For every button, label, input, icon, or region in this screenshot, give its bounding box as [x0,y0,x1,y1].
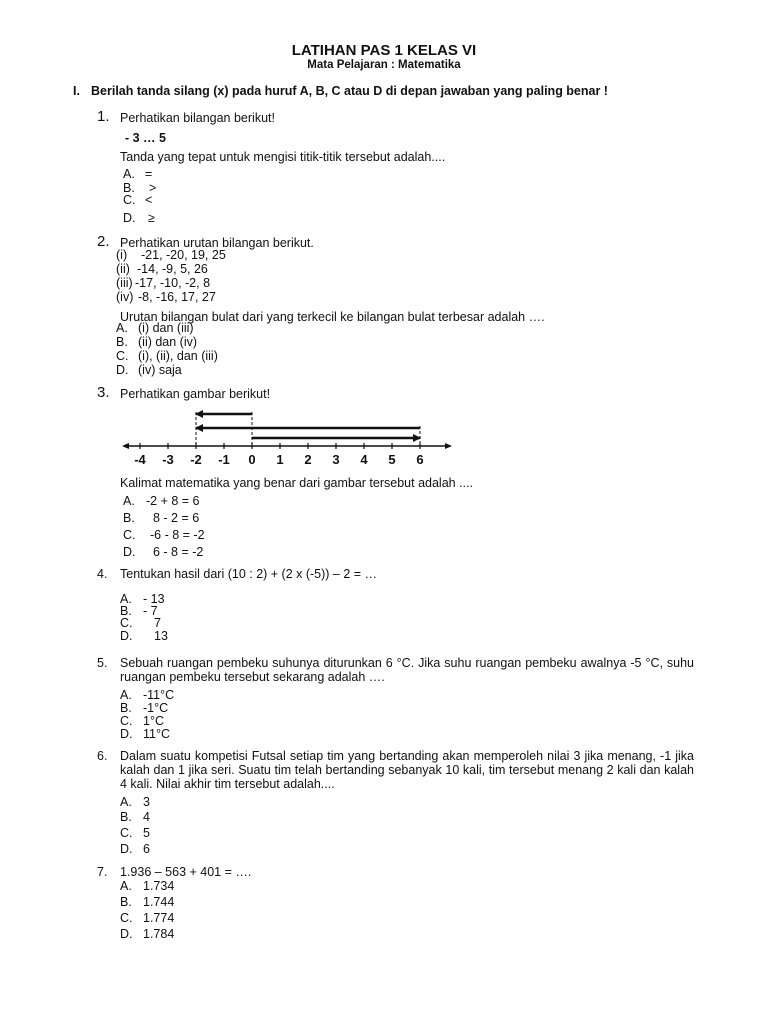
question-number: 7. [97,865,108,879]
question-stem: Sebuah ruangan pembeku suhunya diturunkan 6 °C. Jika suhu ruangan pembeku awalnya -5 °C, suhu ruangan pembeku tersebut sekarang adalah …. [120,656,694,684]
sequence-values: -21, -20, 19, 25 [141,248,226,262]
number-line-tick-label: 5 [388,452,396,467]
question-stem: Tentukan hasil dari (10 : 2) + (2 x (-5)) – 2 = … [120,567,378,581]
option-letter: B. [123,181,135,195]
option-text: > [149,181,157,195]
option-text: 4 [143,810,150,824]
sequence-values: -8, -16, 17, 27 [138,290,216,304]
question-number: 1. [97,108,110,125]
option-text: = [145,167,153,181]
number-line-figure [122,404,452,472]
option-letter: D. [123,211,136,225]
sequence-label: (ii) [116,262,130,276]
question-stem: 1.936 – 563 + 401 = …. [120,865,252,879]
option-text: -6 - 8 = -2 [150,528,205,542]
option-text: 13 [154,629,168,643]
option-letter: C. [120,616,133,630]
axis-left-arrow-icon [122,443,129,449]
option-text: 1°C [143,714,164,728]
option-text: ≥ [148,211,155,225]
question-number: 3. [97,384,110,401]
question-prompt: Perhatikan bilangan berikut! [120,111,275,125]
number-line-tick-label: 2 [304,452,312,467]
option-text: - 13 [143,592,165,606]
option-text: < [145,193,153,207]
option-text: 8 - 2 = 6 [153,511,200,525]
axis-right-arrow-icon [445,443,452,449]
option-letter: B. [116,335,128,349]
number-line-tick-label: -3 [162,452,174,467]
option-text: (ii) dan (iv) [138,335,198,349]
option-text: - 7 [143,604,158,618]
option-letter: D. [120,727,133,741]
sequence-label: (iv) [116,290,134,304]
option-letter: A. [120,795,132,809]
option-letter: A. [123,167,135,181]
option-text: 7 [154,616,161,630]
question-number: 6. [97,749,108,763]
option-text: 1.774 [143,911,175,925]
option-text: 6 - 8 = -2 [153,545,204,559]
option-text: (i) dan (iii) [138,321,194,335]
question-stem: Kalimat matematika yang benar dari gambar tersebut adalah .... [120,476,473,490]
option-letter: C. [116,349,129,363]
option-letter: C. [120,826,133,840]
option-letter: A. [120,879,132,893]
question-prompt: Perhatikan urutan bilangan berikut. [120,236,314,250]
option-letter: D. [120,629,133,643]
option-letter: A. [116,321,128,335]
number-line-tick-label: 4 [360,452,368,467]
number-line-tick-label: -4 [134,452,146,467]
option-text: -1°C [143,701,169,715]
option-letter: A. [120,688,132,702]
section-number: I. [73,84,80,98]
question-number: 2. [97,233,110,250]
number-line-tick-label: 3 [332,452,340,467]
option-text: 11°C [143,727,171,741]
sequence-values: -17, -10, -2, 8 [135,276,211,290]
section-instruction: Berilah tanda silang (x) pada huruf A, B, C atau D di depan jawaban yang paling benar ! [91,84,608,98]
option-text: -11°C [143,688,175,702]
option-letter: B. [120,604,132,618]
option-text: 1.784 [143,927,175,941]
option-letter: B. [120,895,132,909]
option-text: 1.734 [143,879,175,893]
number-line-tick-label: 1 [276,452,284,467]
question-stem: Tanda yang tepat untuk mengisi titik-titik tersebut adalah.... [120,150,446,164]
option-letter: C. [120,714,133,728]
option-text: (iv) saja [138,363,182,377]
number-line-tick-label: -2 [190,452,202,467]
option-letter: C. [120,911,133,925]
sequence-label: (iii) [116,276,133,290]
option-text: -2 + 8 = 6 [146,494,200,508]
option-letter: D. [120,842,133,856]
option-letter: A. [123,494,135,508]
page-title: LATIHAN PAS 1 KELAS VI [291,42,477,59]
option-letter: D. [116,363,129,377]
sequence-values: -14, -9, 5, 26 [137,262,208,276]
option-letter: D. [120,927,133,941]
option-text: 5 [143,826,150,840]
number-line-tick-label: 0 [248,452,256,467]
number-line-tick-label: -1 [218,452,230,467]
question-number: 5. [97,656,108,670]
option-text: 3 [143,795,150,809]
option-letter: B. [120,810,132,824]
option-letter: C. [123,528,136,542]
option-letter: A. [120,592,132,606]
option-text: (i), (ii), dan (iii) [138,349,218,363]
page-subtitle: Mata Pelajaran : Matematika [307,59,461,71]
question-stem: Dalam suatu kompetisi Futsal setiap tim yang bertanding akan memperoleh nilai 3 jika menang, -1 jika kalah dan 1 jika seri. Suatu tim telah bertanding sebanyak 10 kali, tim tersebut menang 2 kali dan kalah 4 kali. Nilai akhir tim tersebut adalah.... [120,749,694,791]
question-expression: - 3 … 5 [125,131,166,145]
question-number: 4. [97,567,108,581]
option-letter: C. [123,193,136,207]
option-text: 6 [143,842,150,856]
option-text: 1.744 [143,895,175,909]
option-letter: B. [123,511,135,525]
question-stem: Urutan bilangan bulat dari yang terkecil ke bilangan bulat terbesar adalah …. [120,310,545,324]
number-line-tick-label: 6 [416,452,424,467]
option-letter: D. [123,545,136,559]
sequence-label: (i) [116,248,128,262]
option-letter: B. [120,701,132,715]
question-prompt: Perhatikan gambar berikut! [120,387,271,401]
